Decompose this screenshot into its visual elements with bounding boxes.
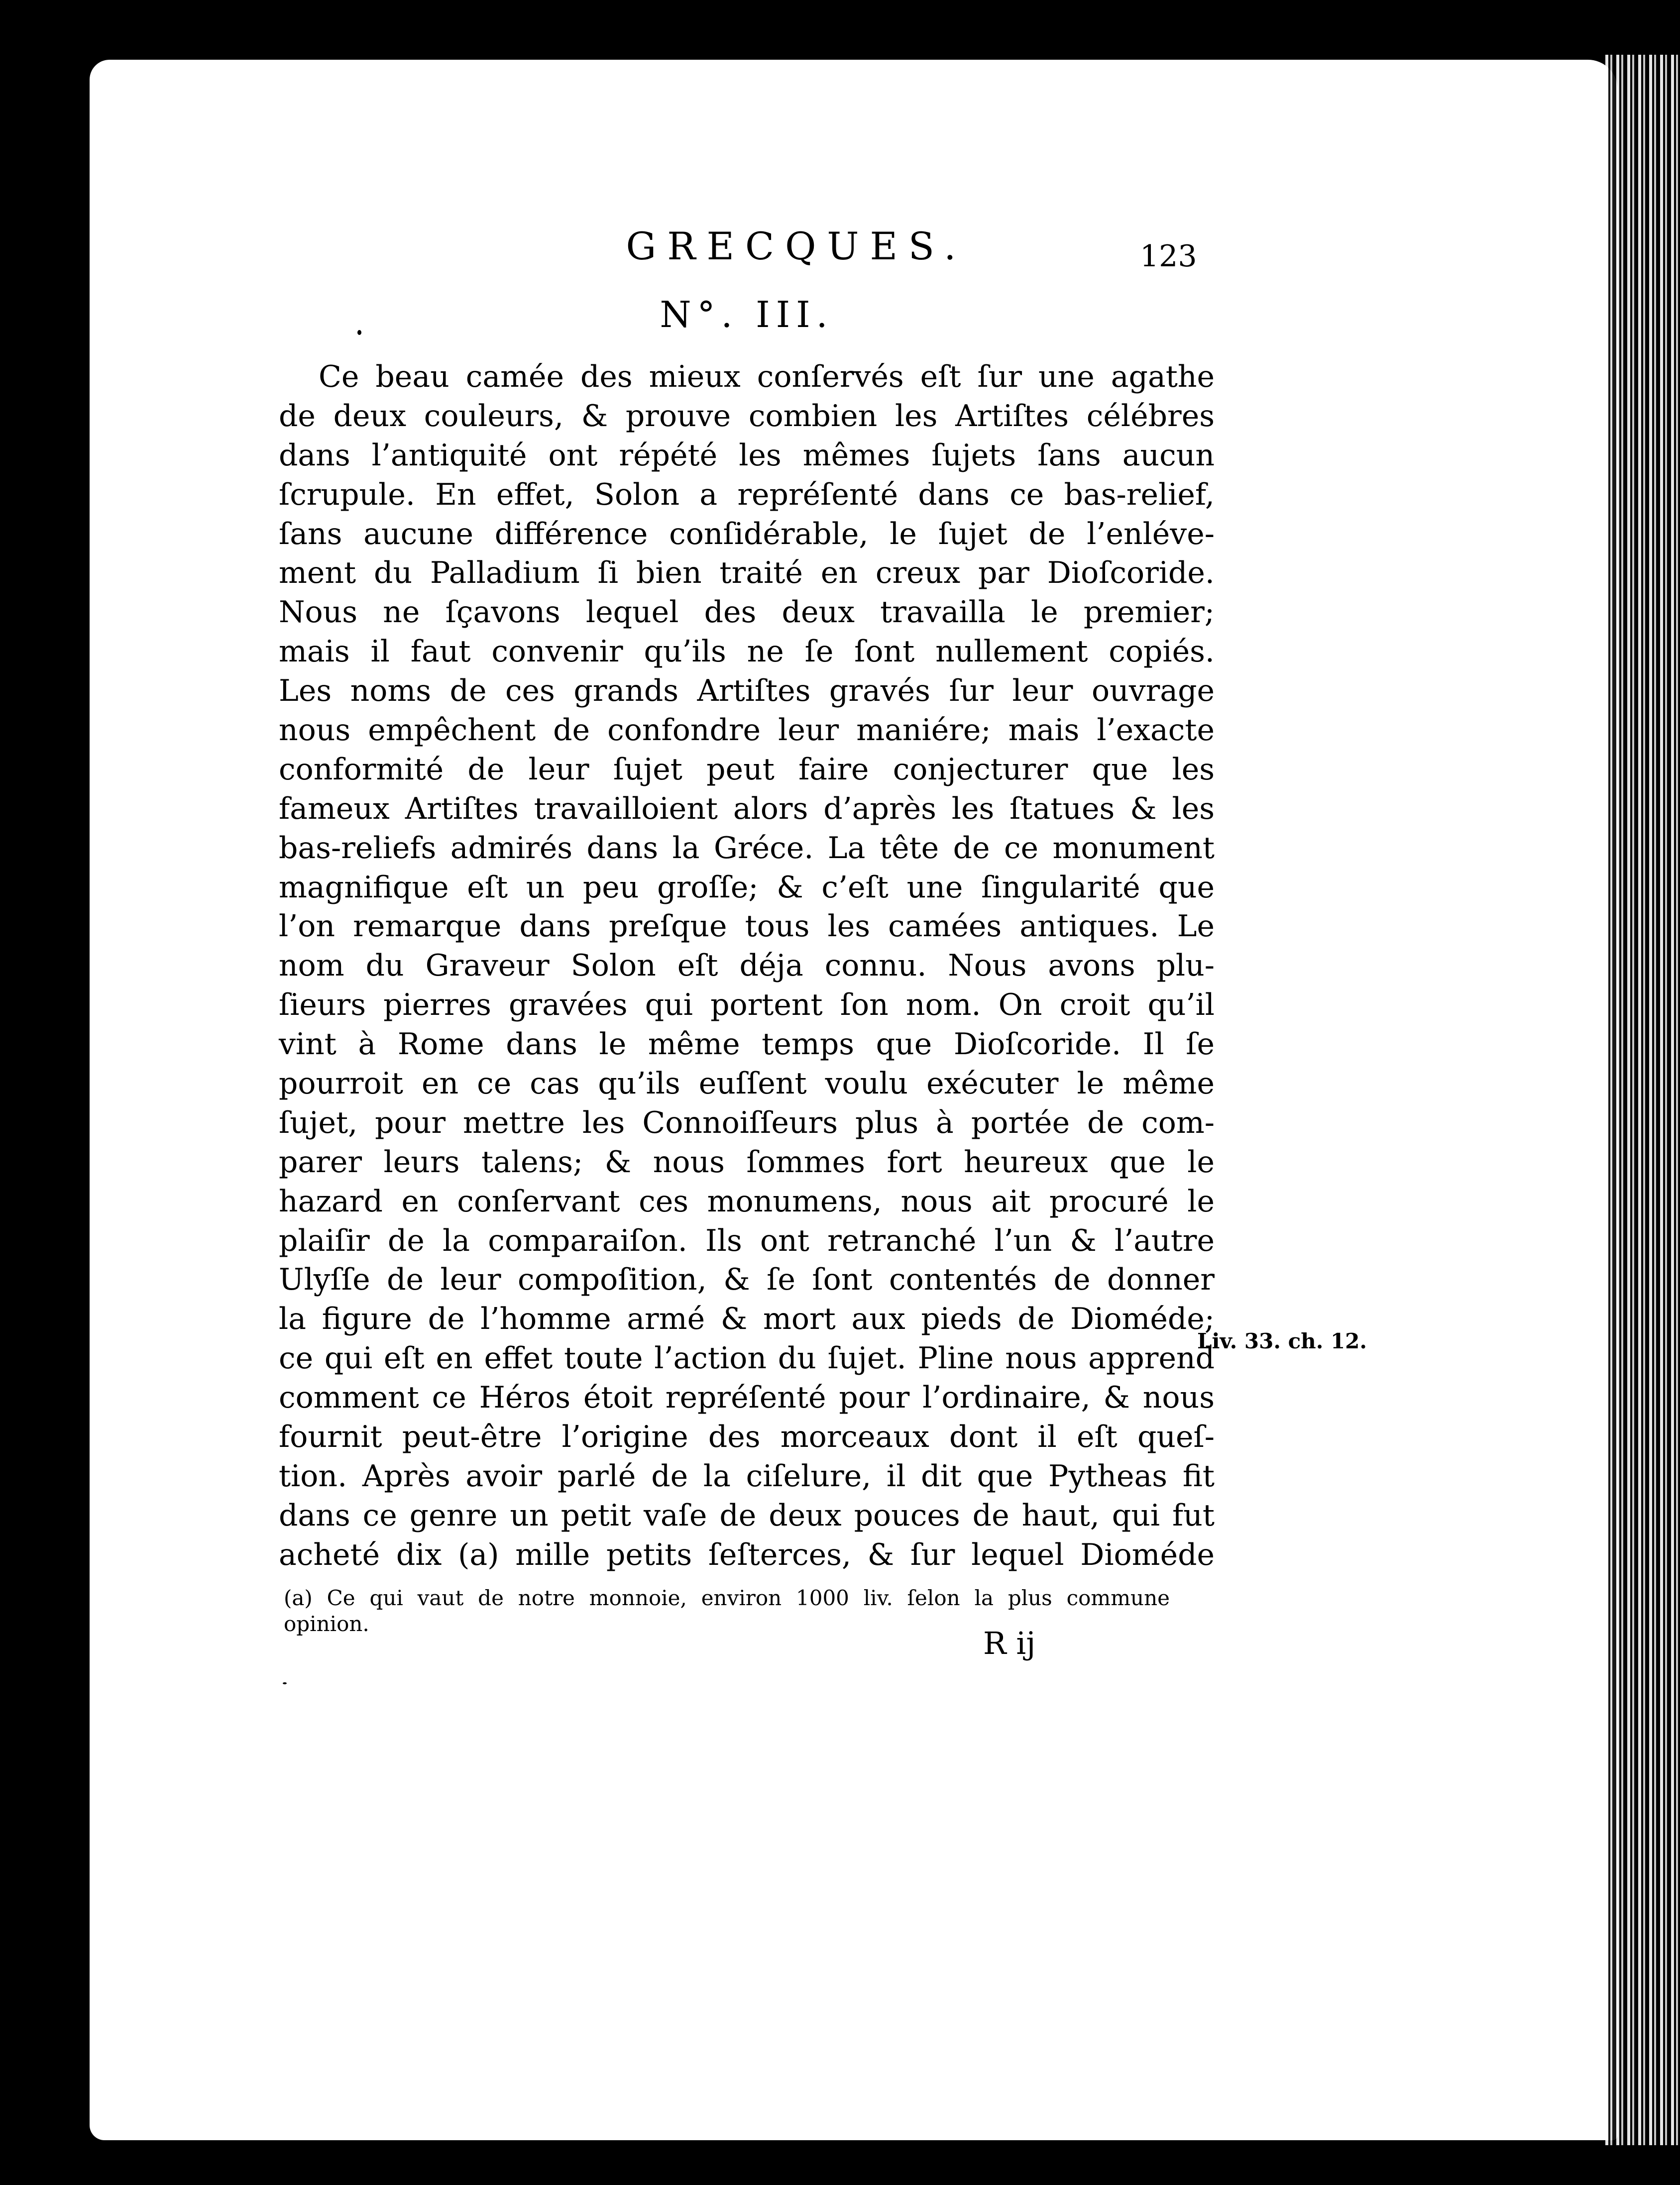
- text-line: ſujet, pour mettre les Connoiſſeurs plus à portée de com-: [279, 1105, 1215, 1140]
- text-line: tion. Après avoir parlé de la ciſelure, il dit que Pytheas fit: [279, 1458, 1215, 1494]
- text-line: nous empêchent de confondre leur maniére; mais l’exacte: [279, 713, 1215, 748]
- text-line: conformité de leur ſujet peut faire conjecturer que les: [279, 752, 1215, 787]
- text-line: ce qui eſt en effet toute l’action du ſujet. Pline nous apprend: [279, 1341, 1215, 1376]
- page-number: 123: [1140, 239, 1197, 274]
- text-line: ſcrupule. En effet, Solon a repréſenté dans ce bas-relief,: [279, 477, 1215, 512]
- text-line: pourroit en ce cas qu’ils euſſent voulu exécuter le même: [279, 1066, 1215, 1101]
- text-line: plaiſir de la comparaiſon. Ils ont retranché l’un & l’autre: [279, 1223, 1215, 1258]
- text-line: fameux Artiſtes travailloient alors d’après les ſtatues & les: [279, 791, 1215, 826]
- text-line: dans ce genre un petit vaſe de deux pouces de haut, qui fut: [279, 1498, 1215, 1533]
- footnote-line: opinion.: [284, 1612, 369, 1636]
- signature-mark: R ij: [983, 1625, 1036, 1661]
- text-line: Ce beau camée des mieux conſervés eſt ſur une agathe: [319, 359, 1215, 394]
- text-line: vint à Rome dans le même temps que Dioſcoride. Il ſe: [279, 1027, 1215, 1062]
- text-line: magnifique eſt un peu groſſe; & c’eſt une ſingularité que: [279, 870, 1215, 905]
- text-line: fournit peut-être l’origine des morceaux dont il eſt queſ-: [279, 1420, 1215, 1455]
- footnote-line: (a) Ce qui vaut de notre monnoie, environ 1000 liv. ſelon la plus commune: [284, 1586, 1170, 1610]
- text-line: mais il faut convenir qu’ils ne ſe ſont nullement copiés.: [279, 634, 1215, 669]
- page-stack-edge: [1605, 55, 1680, 2145]
- text-line: de deux couleurs, & prouve combien les Artiſtes célébres: [279, 398, 1215, 434]
- footnote: [284, 1585, 1170, 1637]
- text-line: bas-reliefs admirés dans la Gréce. La tête de ce monument: [279, 830, 1215, 866]
- text-line: la figure de l’homme armé & mort aux pieds de Dioméde;: [279, 1302, 1215, 1337]
- ink-speck: [283, 1682, 287, 1684]
- ink-speck: [357, 330, 361, 335]
- running-head: GRECQUES.: [626, 224, 967, 268]
- text-line: Nous ne ſçavons lequel des deux travailla le premier;: [279, 595, 1215, 630]
- text-line: Les noms de ces grands Artiſtes gravés ſur leur ouvrage: [279, 673, 1215, 709]
- text-line: Ulyſſe de leur compoſition, & ſe ſont contentés de donner: [279, 1262, 1215, 1298]
- text-line: l’on remarque dans preſque tous les camées antiques. Le: [279, 909, 1215, 944]
- text-line: comment ce Héros étoit repréſenté pour l’ordinaire, & nous: [279, 1380, 1215, 1416]
- section-number: N°. III.: [660, 294, 834, 335]
- text-line: ſieurs pierres gravées qui portent ſon nom. On croit qu’il: [279, 987, 1215, 1023]
- text-line: parer leurs talens; & nous ſommes fort heureux que le: [279, 1144, 1215, 1180]
- body-text: [279, 357, 1215, 1575]
- margin-note: Liv. 33. ch. 12.: [1197, 1329, 1367, 1353]
- text-line: ment du Palladium ſi bien traité en creux par Dioſcoride.: [279, 555, 1215, 591]
- text-line: hazard en conſervant ces monumens, nous ait procuré le: [279, 1184, 1215, 1219]
- text-line: acheté dix (a) mille petits ſeſterces, & ſur lequel Dioméde: [279, 1537, 1215, 1572]
- text-line: ſans aucune différence conſidérable, le ſujet de l’enléve-: [279, 516, 1215, 551]
- text-line: nom du Graveur Solon eſt déja connu. Nous avons plu-: [279, 948, 1215, 983]
- text-line: dans l’antiquité ont répété les mêmes ſujets ſans aucun: [279, 437, 1215, 473]
